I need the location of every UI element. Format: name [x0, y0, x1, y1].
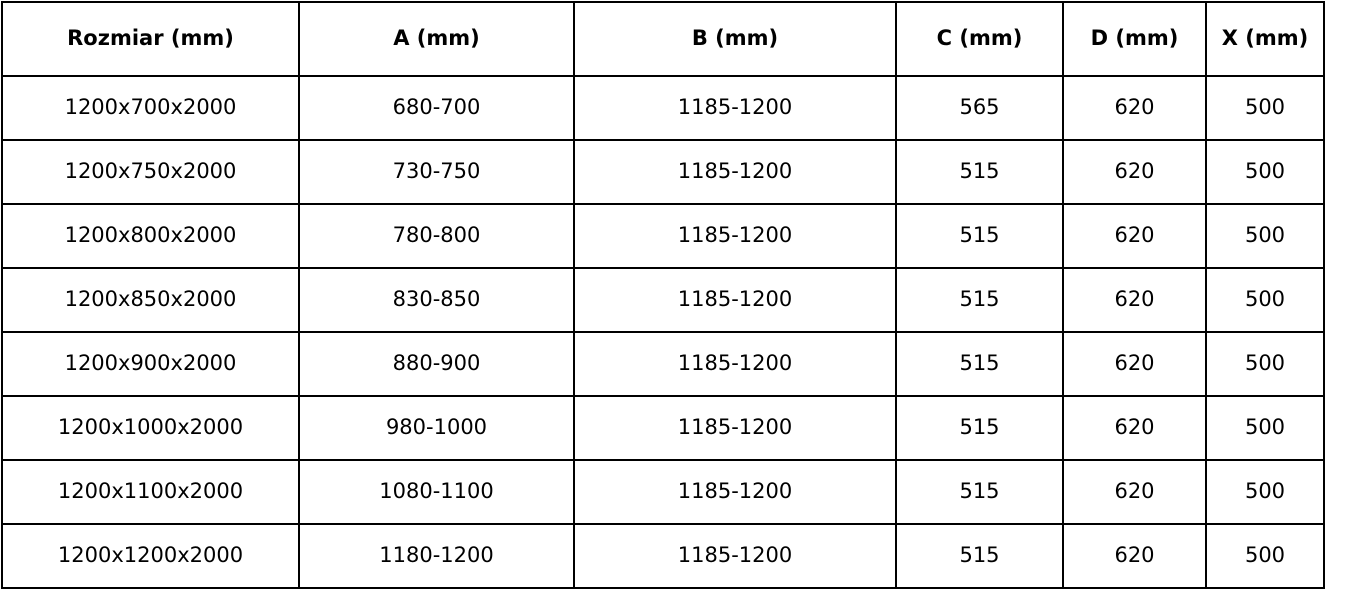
cell-x: 500 — [1206, 460, 1324, 524]
table-row — [2, 140, 1324, 204]
cell-d: 620 — [1063, 524, 1206, 588]
cell-a: 980-1000 — [299, 396, 574, 460]
table-header-row — [2, 2, 1324, 76]
table-header — [2, 2, 1324, 76]
table-row — [2, 524, 1324, 588]
cell-rozmiar: 1200x850x2000 — [2, 268, 299, 332]
cell-x: 500 — [1206, 524, 1324, 588]
cell-a: 680-700 — [299, 76, 574, 140]
cell-x: 500 — [1206, 396, 1324, 460]
cell-d: 620 — [1063, 140, 1206, 204]
table-row — [2, 268, 1324, 332]
cell-d: 620 — [1063, 204, 1206, 268]
cell-b: 1185-1200 — [574, 460, 896, 524]
cell-rozmiar: 1200x700x2000 — [2, 76, 299, 140]
cell-c: 515 — [896, 524, 1063, 588]
cell-b: 1185-1200 — [574, 524, 896, 588]
column-header-rozmiar: Rozmiar (mm) — [2, 2, 299, 76]
column-header-a: A (mm) — [299, 2, 574, 76]
cell-c: 515 — [896, 204, 1063, 268]
column-header-d: D (mm) — [1063, 2, 1206, 76]
cell-a: 1180-1200 — [299, 524, 574, 588]
cell-d: 620 — [1063, 76, 1206, 140]
cell-rozmiar: 1200x1100x2000 — [2, 460, 299, 524]
column-header-b: B (mm) — [574, 2, 896, 76]
table-row — [2, 460, 1324, 524]
table-row — [2, 204, 1324, 268]
cell-rozmiar: 1200x750x2000 — [2, 140, 299, 204]
cell-rozmiar: 1200x1000x2000 — [2, 396, 299, 460]
cell-x: 500 — [1206, 140, 1324, 204]
spec-table-container — [0, 1, 1355, 592]
cell-d: 620 — [1063, 268, 1206, 332]
cell-b: 1185-1200 — [574, 396, 896, 460]
cell-a: 1080-1100 — [299, 460, 574, 524]
table-row — [2, 396, 1324, 460]
cell-x: 500 — [1206, 268, 1324, 332]
cell-a: 730-750 — [299, 140, 574, 204]
cell-c: 515 — [896, 332, 1063, 396]
cell-b: 1185-1200 — [574, 204, 896, 268]
cell-b: 1185-1200 — [574, 76, 896, 140]
cell-a: 780-800 — [299, 204, 574, 268]
cell-x: 500 — [1206, 76, 1324, 140]
cell-b: 1185-1200 — [574, 140, 896, 204]
cell-c: 515 — [896, 268, 1063, 332]
column-header-x: X (mm) — [1206, 2, 1324, 76]
cell-c: 515 — [896, 460, 1063, 524]
dimensions-table — [1, 1, 1325, 589]
cell-c: 515 — [896, 140, 1063, 204]
cell-b: 1185-1200 — [574, 332, 896, 396]
cell-c: 515 — [896, 396, 1063, 460]
cell-rozmiar: 1200x900x2000 — [2, 332, 299, 396]
cell-rozmiar: 1200x1200x2000 — [2, 524, 299, 588]
column-header-c: C (mm) — [896, 2, 1063, 76]
cell-rozmiar: 1200x800x2000 — [2, 204, 299, 268]
cell-d: 620 — [1063, 460, 1206, 524]
cell-x: 500 — [1206, 332, 1324, 396]
table-row — [2, 332, 1324, 396]
cell-c: 565 — [896, 76, 1063, 140]
table-body — [2, 76, 1324, 588]
cell-b: 1185-1200 — [574, 268, 896, 332]
cell-a: 880-900 — [299, 332, 574, 396]
cell-x: 500 — [1206, 204, 1324, 268]
cell-d: 620 — [1063, 332, 1206, 396]
cell-a: 830-850 — [299, 268, 574, 332]
table-row — [2, 76, 1324, 140]
cell-d: 620 — [1063, 396, 1206, 460]
